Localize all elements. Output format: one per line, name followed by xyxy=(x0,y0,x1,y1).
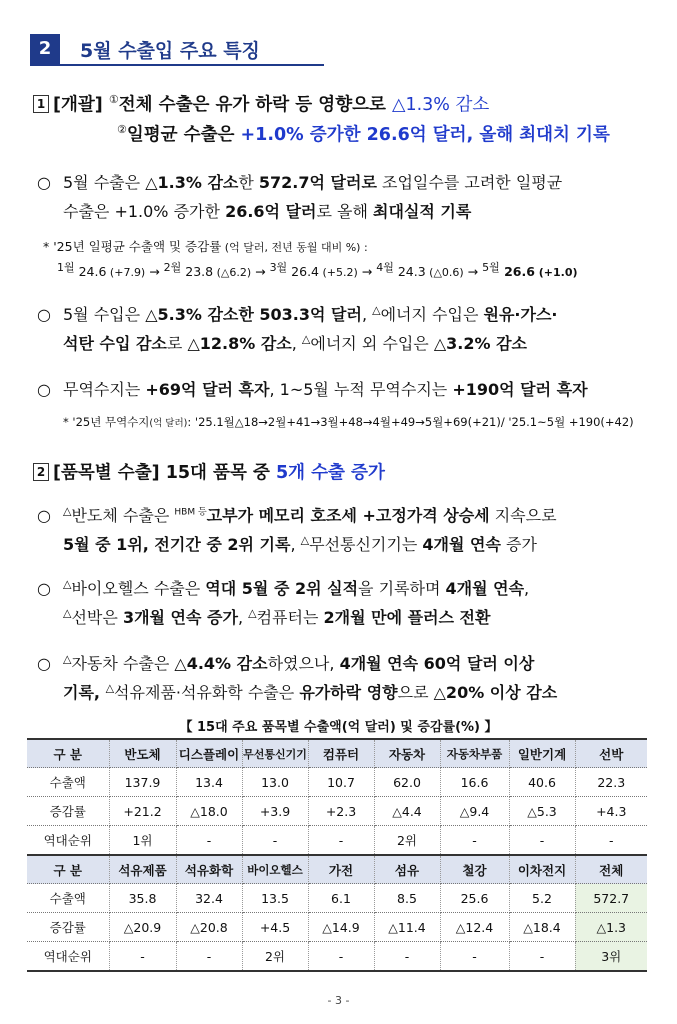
text-fragment: +1.0% 증가한 26.6억 달러, 올해 최대치 기록 xyxy=(240,125,610,145)
para-1-line-2 xyxy=(63,199,471,222)
text-fragment: 40.6 xyxy=(509,768,575,797)
text-fragment: - xyxy=(109,942,176,972)
text-fragment: 석유화학 xyxy=(176,855,242,884)
text-fragment: 증감률 xyxy=(27,913,109,942)
para-2-line-1 xyxy=(37,302,557,325)
text-fragment: 4월 xyxy=(376,261,394,274)
text-fragment: , xyxy=(524,579,530,598)
text-fragment: : '25.1월△18→2월+41→3월+48→4월+49→5월+69(+21)/ '25.1~5월 +190(+42) xyxy=(187,415,634,429)
table-row xyxy=(27,913,647,942)
text-fragment: 3개월 연속 증가 xyxy=(122,608,238,627)
text-fragment: (+5.2) xyxy=(319,266,358,280)
text-fragment: 1위 xyxy=(109,826,176,856)
text-fragment: ○ xyxy=(37,579,51,598)
text-fragment: △ xyxy=(105,681,115,695)
text-fragment: 35.8 xyxy=(109,884,176,913)
text-fragment: 최대실적 기록 xyxy=(373,202,472,221)
text-fragment: 62.0 xyxy=(374,768,440,797)
overview-line-1 xyxy=(33,91,489,116)
text-fragment: 석유제품·석유화학 수출은 xyxy=(114,683,300,702)
text-fragment: △ xyxy=(63,652,72,666)
text-fragment: 5월 수입은 xyxy=(63,305,146,324)
text-fragment: (+1.0) xyxy=(534,266,578,280)
text-fragment: 5월 중 1위, 전기간 중 2위 기록 xyxy=(63,535,291,554)
text-fragment: 수출액 xyxy=(27,884,109,913)
table-row xyxy=(27,768,647,797)
text-fragment: 이차전지 xyxy=(509,855,575,884)
text-fragment: (△0.6) xyxy=(425,266,464,280)
text-fragment: * '25년 일평균 수출액 및 증감률 xyxy=(43,239,222,254)
text-fragment: → xyxy=(463,264,483,280)
text-fragment: 32.4 xyxy=(176,884,242,913)
text-fragment: 원유·가스· xyxy=(483,305,558,324)
text-fragment: - xyxy=(242,826,308,856)
table-row xyxy=(27,797,647,826)
table-row xyxy=(27,884,647,913)
text-fragment: +3.9 xyxy=(242,797,308,826)
text-fragment: 조업일수를 고려한 일평균 xyxy=(376,173,563,192)
text-fragment: ○ xyxy=(37,654,51,673)
text-fragment: 철강 xyxy=(440,855,509,884)
text-fragment: 하였으나, xyxy=(267,654,340,673)
text-fragment: ○ xyxy=(37,380,51,399)
text-fragment: 5월 수출은 xyxy=(63,173,146,192)
text-fragment: (△6.2) xyxy=(213,266,252,280)
text-fragment: 5.2 xyxy=(509,884,575,913)
text-fragment: +69억 달러 흑자 xyxy=(145,380,270,399)
text-fragment: 24.3 xyxy=(393,264,426,280)
text-fragment: 가전 xyxy=(308,855,374,884)
text-fragment: 컴퓨터는 xyxy=(256,608,324,627)
text-fragment: 섬유 xyxy=(374,855,440,884)
text-fragment: △3.2% 감소 xyxy=(433,334,527,353)
text-fragment: 13.0 xyxy=(242,768,308,797)
para-4-line-2 xyxy=(63,532,537,555)
section-number: 2 xyxy=(30,34,60,64)
text-fragment: 13.5 xyxy=(242,884,308,913)
text-fragment: 선박 xyxy=(575,739,647,768)
text-fragment: △5.3 xyxy=(509,797,575,826)
text-fragment: 10.7 xyxy=(308,768,374,797)
text-fragment: 에너지 수입은 xyxy=(380,305,484,324)
text-fragment: ① xyxy=(108,93,119,107)
table-row xyxy=(27,942,647,972)
text-fragment: 으로 xyxy=(397,683,434,702)
text-fragment: 전체 수출은 유가 하락 등 영향으로 xyxy=(118,95,393,115)
text-fragment: 2위 xyxy=(242,942,308,972)
table-header-row xyxy=(27,855,647,884)
text-fragment: → xyxy=(251,264,270,280)
text-fragment: △20.9 xyxy=(109,913,176,942)
text-fragment: △1.3% 감소 xyxy=(392,95,490,115)
text-fragment: 구 분 xyxy=(27,739,109,768)
text-fragment: △ xyxy=(248,606,257,620)
para-2-line-2 xyxy=(63,331,527,354)
text-fragment: 선박은 xyxy=(71,608,123,627)
text-fragment: 22.3 xyxy=(575,768,647,797)
text-fragment: 일반기계 xyxy=(509,739,575,768)
text-fragment: 무선통신기기 xyxy=(242,739,308,768)
text-fragment: △4.4% 감소 xyxy=(174,654,268,673)
text-fragment: - xyxy=(575,826,647,856)
text-fragment: 역대순위 xyxy=(27,942,109,972)
text-fragment: +4.3 xyxy=(575,797,647,826)
para-1-line-1 xyxy=(37,170,562,193)
text-fragment: 자동차 수출은 xyxy=(71,654,175,673)
text-fragment: 고부가 메모리 호조세 +고정가격 상승세 xyxy=(206,506,490,525)
text-fragment: 반도체 수출은 xyxy=(71,506,175,525)
text-fragment: 4개월 연속 xyxy=(422,535,501,554)
text-fragment: - xyxy=(176,826,242,856)
text-fragment: 유가하락 영향 xyxy=(299,683,398,702)
text-fragment: ○ xyxy=(37,173,51,192)
text-fragment: △ xyxy=(300,533,310,547)
text-fragment: +2.3 xyxy=(308,797,374,826)
text-fragment: 5개 수출 증가 xyxy=(275,463,385,483)
text-fragment: 컴퓨터 xyxy=(308,739,374,768)
text-fragment: 16.6 xyxy=(440,768,509,797)
text-fragment: 한 xyxy=(238,173,259,192)
text-fragment: 23.8 xyxy=(181,264,214,280)
para-6-line-1 xyxy=(37,651,534,674)
text-fragment: 2위 xyxy=(374,826,440,856)
box-number-2: 2 xyxy=(33,463,49,481)
text-fragment: △11.4 xyxy=(374,913,440,942)
text-fragment: △4.4 xyxy=(374,797,440,826)
text-fragment: △12.4 xyxy=(440,913,509,942)
para-4-line-1 xyxy=(37,503,557,526)
text-fragment: ○ xyxy=(37,506,51,525)
text-fragment: +4.5 xyxy=(242,913,308,942)
text-fragment: 572.7억 달러로 xyxy=(258,173,377,192)
text-fragment: , xyxy=(291,334,302,353)
text-fragment: 4개월 연속 60억 달러 이상 xyxy=(339,654,535,673)
text-fragment: 일평균 수출은 xyxy=(126,125,241,145)
text-fragment: [개괄] xyxy=(53,95,109,115)
text-fragment: 8.5 xyxy=(374,884,440,913)
text-fragment: - xyxy=(308,942,374,972)
para-3-line-1 xyxy=(37,377,588,400)
text-fragment: △5.3% 감소한 503.3억 달러 xyxy=(145,305,362,324)
text-fragment: 자동차 xyxy=(374,739,440,768)
text-fragment: 구 분 xyxy=(27,855,109,884)
text-fragment: 지속으로 xyxy=(489,506,557,525)
note-1-values xyxy=(57,259,578,279)
text-fragment: 역대 5월 중 2위 실적 xyxy=(205,579,359,598)
text-fragment: (+7.9) xyxy=(106,266,146,280)
text-fragment: 증가 xyxy=(500,535,537,554)
text-fragment: (억 달러) xyxy=(149,418,188,429)
text-fragment: 무역수지는 xyxy=(63,380,146,399)
text-fragment: 기록, xyxy=(63,683,106,702)
text-fragment: , xyxy=(237,608,249,627)
text-fragment: - xyxy=(509,942,575,972)
text-fragment: - xyxy=(440,942,509,972)
box-number-1: 1 xyxy=(33,95,49,113)
text-fragment: △9.4 xyxy=(440,797,509,826)
text-fragment: 무선통신기기는 xyxy=(309,535,423,554)
text-fragment: 바이오헬스 xyxy=(242,855,308,884)
text-fragment: △12.8% 감소 xyxy=(187,334,292,353)
text-fragment: - xyxy=(509,826,575,856)
text-fragment: (억 달러, 전년 동월 대비 %) : xyxy=(221,241,368,254)
text-fragment: 석유제품 xyxy=(109,855,176,884)
text-fragment: 에너지 외 수입은 xyxy=(310,334,434,353)
text-fragment: △20% 이상 감소 xyxy=(433,683,558,702)
page-number: - 3 - xyxy=(327,994,350,1007)
text-fragment: 572.7 xyxy=(575,884,647,913)
text-fragment: 26.6억 달러 xyxy=(225,202,317,221)
text-fragment: 26.6 xyxy=(499,264,535,280)
text-fragment: △18.4 xyxy=(509,913,575,942)
text-fragment: , xyxy=(290,535,301,554)
text-fragment: △20.8 xyxy=(176,913,242,942)
text-fragment: * '25년 무역수지 xyxy=(63,415,150,429)
text-fragment: △ xyxy=(63,504,72,518)
text-fragment: 26.4 xyxy=(287,264,319,280)
text-fragment: ② xyxy=(117,123,127,137)
text-fragment: 3위 xyxy=(575,942,647,972)
text-fragment: 바이오헬스 수출은 xyxy=(71,579,206,598)
text-fragment: △1.3% 감소 xyxy=(145,173,239,192)
text-fragment: [품목별 수출] 15대 품목 중 xyxy=(53,463,276,483)
text-fragment: 13.4 xyxy=(176,768,242,797)
overview-line-2 xyxy=(117,121,610,146)
text-fragment: 역대순위 xyxy=(27,826,109,856)
items-heading xyxy=(33,459,385,484)
text-fragment: △ xyxy=(63,606,72,620)
text-fragment: 로 올해 xyxy=(316,202,374,221)
text-fragment: △ xyxy=(372,303,381,317)
text-fragment: 2개월 만에 플러스 전환 xyxy=(323,608,491,627)
text-fragment: 6.1 xyxy=(308,884,374,913)
text-fragment: 석탄 수입 감소 xyxy=(63,334,167,353)
text-fragment: 반도체 xyxy=(109,739,176,768)
text-fragment: +190억 달러 흑자 xyxy=(452,380,588,399)
section-header xyxy=(30,34,324,66)
text-fragment: 전체 xyxy=(575,855,647,884)
text-fragment: ○ xyxy=(37,305,51,324)
text-fragment: △ xyxy=(301,332,311,346)
text-fragment: , 1~5월 누적 무역수지는 xyxy=(269,380,453,399)
text-fragment: △18.0 xyxy=(176,797,242,826)
text-fragment: 25.6 xyxy=(440,884,509,913)
table-caption: 【 15대 주요 품목별 수출액(억 달러) 및 증감률(%) 】 xyxy=(179,720,498,735)
text-fragment: △ xyxy=(63,577,72,591)
text-fragment: - xyxy=(374,942,440,972)
text-fragment: 수출은 +1.0% 증가한 xyxy=(63,202,226,221)
para-5-line-1 xyxy=(37,576,529,599)
text-fragment: 로 xyxy=(166,334,188,353)
export-items-table xyxy=(27,738,647,972)
text-fragment: 137.9 xyxy=(109,768,176,797)
note-1-head xyxy=(43,237,368,255)
text-fragment: 을 기록하며 xyxy=(358,579,446,598)
table-row xyxy=(27,826,647,856)
text-fragment: 24.6 xyxy=(74,264,107,280)
text-fragment: - xyxy=(176,942,242,972)
text-fragment: 4개월 연속 xyxy=(445,579,525,598)
text-fragment: 증감률 xyxy=(27,797,109,826)
text-fragment: → xyxy=(357,264,377,280)
text-fragment: 5월 xyxy=(482,261,500,274)
table-header-row xyxy=(27,739,647,768)
text-fragment: 1월 xyxy=(57,261,75,274)
text-fragment: △14.9 xyxy=(308,913,374,942)
text-fragment: - xyxy=(308,826,374,856)
text-fragment: 자동차부품 xyxy=(440,739,509,768)
text-fragment: HBM 등 xyxy=(174,507,207,518)
note-2 xyxy=(63,414,634,430)
text-fragment: , xyxy=(361,305,373,324)
para-6-line-2 xyxy=(63,680,557,703)
para-5-line-2 xyxy=(63,605,490,628)
text-fragment: 2월 xyxy=(163,261,182,274)
text-fragment: +21.2 xyxy=(109,797,176,826)
text-fragment: → xyxy=(145,264,164,280)
text-fragment: - xyxy=(440,826,509,856)
text-fragment: 3월 xyxy=(269,261,288,274)
section-title: 5월 수출입 주요 특징 xyxy=(80,40,260,62)
text-fragment: 디스플레이 xyxy=(176,739,242,768)
text-fragment: △1.3 xyxy=(575,913,647,942)
text-fragment: 수출액 xyxy=(27,768,109,797)
